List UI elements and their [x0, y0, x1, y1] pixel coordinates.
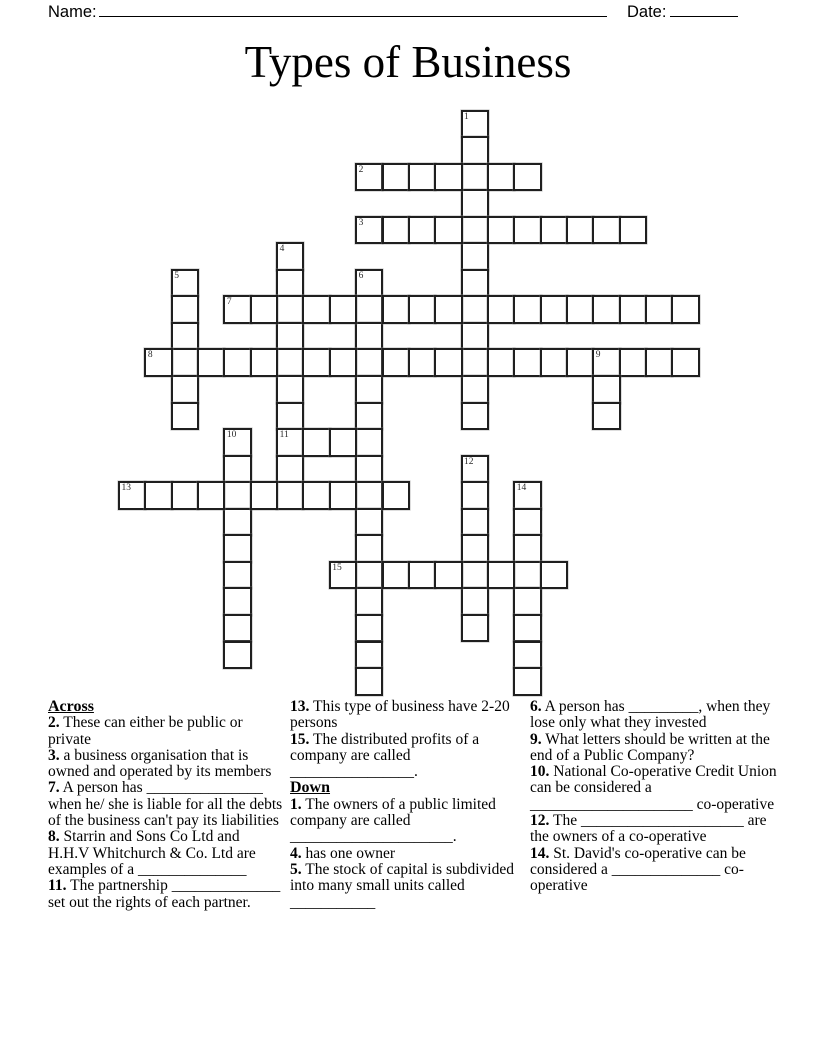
grid-cell[interactable]: [408, 348, 436, 377]
grid-cell[interactable]: [540, 295, 568, 324]
grid-cell[interactable]: [461, 402, 489, 431]
grid-cell[interactable]: [171, 295, 199, 324]
grid-cell[interactable]: [223, 508, 251, 537]
across-header: Across: [48, 698, 94, 715]
grid-cell[interactable]: [329, 348, 357, 377]
grid-cell[interactable]: [355, 348, 383, 377]
name-label: Name:: [48, 3, 97, 21]
grid-cell[interactable]: [223, 641, 251, 670]
grid-cell[interactable]: [461, 269, 489, 298]
grid-cell[interactable]: [171, 402, 199, 431]
cell-number: 7: [226, 297, 232, 308]
grid-cell[interactable]: [461, 216, 489, 245]
grid-cell[interactable]: [197, 481, 225, 510]
grid-cell[interactable]: [171, 481, 199, 510]
grid-cell[interactable]: [223, 481, 251, 510]
clue-4-down: 4. has one owner: [290, 844, 396, 862]
cell-number: 9: [595, 350, 601, 361]
grid-cell[interactable]: [566, 348, 594, 377]
date-label: Date:: [627, 3, 667, 21]
grid-cell[interactable]: [592, 375, 620, 404]
grid-cell[interactable]: [461, 348, 489, 377]
grid-cell[interactable]: [355, 614, 383, 643]
clue-column-left: [48, 699, 284, 911]
grid-cell[interactable]: [355, 322, 383, 351]
clue-column-middle: [290, 699, 524, 911]
grid-cell[interactable]: [144, 481, 172, 510]
cell-number: 3: [358, 217, 364, 228]
grid-cell[interactable]: [250, 481, 278, 510]
grid-cell[interactable]: [592, 402, 620, 431]
grid-cell[interactable]: [540, 561, 568, 590]
grid-cell[interactable]: [592, 348, 620, 377]
grid-cell[interactable]: [276, 375, 304, 404]
grid-cell[interactable]: [513, 561, 541, 590]
grid-cell[interactable]: [645, 295, 673, 324]
grid-cell[interactable]: [355, 295, 383, 324]
grid-cell[interactable]: [382, 295, 410, 324]
grid-cell[interactable]: [355, 481, 383, 510]
clue-15-across: 15. The distributed profits of a company are called ________________.: [290, 730, 480, 781]
grid-cell[interactable]: [355, 455, 383, 484]
grid-cell[interactable]: [487, 348, 515, 377]
cell-number: 12: [464, 456, 474, 467]
grid-cell[interactable]: [434, 216, 462, 245]
clue-12-down: 12. The _____________________ are the owners of a co-operative: [530, 812, 767, 846]
grid-cell[interactable]: [223, 295, 251, 324]
grid-cell[interactable]: [223, 455, 251, 484]
grid-cell[interactable]: [276, 348, 304, 377]
clue-5-down: 5. The stock of capital is subdivided into many small units called ___________: [290, 860, 514, 911]
grid-cell[interactable]: [118, 481, 146, 510]
grid-cell[interactable]: [461, 534, 489, 563]
grid-cell[interactable]: [355, 269, 383, 298]
grid-cell[interactable]: [566, 295, 594, 324]
grid-cell[interactable]: [619, 216, 647, 245]
grid-cell[interactable]: [408, 295, 436, 324]
grid-cell[interactable]: [513, 534, 541, 563]
clue-2-across: 2. These can either be public or private: [48, 714, 243, 748]
grid-cell[interactable]: [171, 322, 199, 351]
grid-cell[interactable]: [250, 348, 278, 377]
grid-cell[interactable]: [671, 348, 699, 377]
grid-cell[interactable]: [461, 242, 489, 271]
grid-cell[interactable]: [540, 348, 568, 377]
down-header: Down: [290, 779, 331, 797]
grid-cell[interactable]: [329, 481, 357, 510]
grid-cell[interactable]: [329, 295, 357, 324]
grid-cell[interactable]: [461, 481, 489, 510]
grid-cell[interactable]: [171, 269, 199, 298]
grid-cell[interactable]: [671, 295, 699, 324]
grid-cell[interactable]: [382, 163, 410, 192]
grid-cell[interactable]: [276, 269, 304, 298]
grid-cell[interactable]: [461, 136, 489, 165]
cell-number: 15: [332, 562, 342, 573]
cell-number: 1: [464, 111, 469, 122]
grid-cell[interactable]: [302, 348, 330, 377]
grid-cell[interactable]: [276, 455, 304, 484]
grid-cell[interactable]: [434, 348, 462, 377]
grid-cell[interactable]: [513, 481, 541, 510]
grid-cell[interactable]: [461, 163, 489, 192]
grid-cell[interactable]: [461, 322, 489, 351]
grid-cell[interactable]: [513, 641, 541, 670]
grid-cell[interactable]: [276, 402, 304, 431]
grid-cell[interactable]: [513, 667, 541, 696]
grid-cell[interactable]: [382, 481, 410, 510]
grid-cell[interactable]: [461, 110, 489, 139]
grid-cell[interactable]: [513, 163, 541, 192]
cell-number: 4: [279, 244, 285, 255]
grid-cell[interactable]: [302, 481, 330, 510]
grid-cell[interactable]: [171, 375, 199, 404]
grid-cell[interactable]: [645, 348, 673, 377]
grid-cell[interactable]: [513, 348, 541, 377]
cell-number: 11: [279, 430, 289, 441]
grid-cell[interactable]: [276, 295, 304, 324]
grid-cell[interactable]: [592, 295, 620, 324]
grid-cell[interactable]: [408, 561, 436, 590]
grid-cell[interactable]: [461, 508, 489, 537]
clue-8-across: 8. Starrin and Sons Co Ltd and H.H.V Whitchurch & Co. Ltd are examples of a ______________: [48, 828, 256, 878]
grid-cell[interactable]: [434, 163, 462, 192]
clue-7-across: 7. A person has _______________ when he/ she is liable for all the debts of the business can't pay its liabilities: [48, 779, 283, 830]
grid-cell[interactable]: [355, 216, 383, 245]
grid-cell[interactable]: [355, 534, 383, 563]
grid-cell[interactable]: [329, 561, 357, 590]
grid-cell[interactable]: [461, 375, 489, 404]
grid-cell[interactable]: [382, 216, 410, 245]
clue-10-down: 10. National Co-operative Credit Union can be considered a _____________________ co-operative: [530, 763, 777, 813]
grid-cell[interactable]: [619, 295, 647, 324]
clue-column-right: [530, 699, 780, 895]
grid-cell[interactable]: [223, 534, 251, 563]
grid-cell[interactable]: [434, 561, 462, 590]
cell-number: 2: [358, 164, 364, 175]
grid-cell[interactable]: [355, 428, 383, 457]
grid-cell[interactable]: [619, 348, 647, 377]
grid-cell[interactable]: [355, 508, 383, 537]
grid-cell[interactable]: [276, 242, 304, 271]
grid-cell[interactable]: [302, 295, 330, 324]
grid-cell[interactable]: [487, 561, 515, 590]
grid-cell[interactable]: [566, 216, 594, 245]
grid-cell[interactable]: [223, 587, 251, 616]
grid-cell[interactable]: [487, 295, 515, 324]
grid-cell[interactable]: [487, 216, 515, 245]
cell-number: 14: [516, 483, 527, 494]
grid-cell[interactable]: [276, 481, 304, 510]
grid-cell[interactable]: [461, 614, 489, 643]
grid-cell[interactable]: [223, 428, 251, 457]
page-title: Types of Business: [244, 37, 572, 87]
grid-cell[interactable]: [513, 614, 541, 643]
clue-3-across: 3. a business organisation that is owned and operated by its members: [48, 746, 272, 781]
grid-cell[interactable]: [355, 375, 383, 404]
grid-cell[interactable]: [408, 216, 436, 245]
grid-cell[interactable]: [355, 587, 383, 616]
grid-cell[interactable]: [461, 587, 489, 616]
grid-cell[interactable]: [487, 163, 515, 192]
cell-number: 8: [147, 350, 153, 361]
grid-cell[interactable]: [592, 216, 620, 245]
grid-cell[interactable]: [276, 428, 304, 457]
grid-cell[interactable]: [355, 667, 383, 696]
clue-11-across: 11. The partnership ______________ set out the rights of each partner.: [48, 877, 281, 911]
grid-cell[interactable]: [171, 348, 199, 377]
grid-cell[interactable]: [223, 614, 251, 643]
grid-cell[interactable]: [355, 163, 383, 192]
clue-6-down: 6. A person has _________, when they lose only what they invested: [530, 698, 771, 732]
grid-cell[interactable]: [355, 561, 383, 590]
grid-cell[interactable]: [355, 641, 383, 670]
grid-cell[interactable]: [461, 561, 489, 590]
grid-cell[interactable]: [276, 322, 304, 351]
clue-13-across: 13. This type of business have 2-20 persons: [290, 698, 510, 732]
grid-cell[interactable]: [197, 348, 225, 377]
grid-cell[interactable]: [329, 428, 357, 457]
grid-cell[interactable]: [355, 402, 383, 431]
grid-cell[interactable]: [461, 455, 489, 484]
clue-1-down: 1. The owners of a public limited company are called _____________________.: [290, 795, 496, 846]
grid-cell[interactable]: [513, 216, 541, 245]
grid-cell[interactable]: [513, 295, 541, 324]
grid-cell[interactable]: [408, 163, 436, 192]
cell-number: 10: [226, 430, 237, 441]
grid-cell[interactable]: [513, 508, 541, 537]
grid-cell[interactable]: [302, 428, 330, 457]
grid-cell[interactable]: [382, 561, 410, 590]
clue-9-down: 9. What letters should be written at the end of a Public Company?: [530, 730, 770, 764]
grid-cell[interactable]: [382, 348, 410, 377]
cell-number: 5: [174, 270, 179, 281]
grid-cell[interactable]: [223, 348, 251, 377]
grid-cell[interactable]: [250, 295, 278, 324]
grid-cell[interactable]: [540, 216, 568, 245]
cell-number: 13: [121, 483, 131, 494]
grid-cell[interactable]: [461, 189, 489, 218]
grid-cell[interactable]: [513, 587, 541, 616]
grid-cell[interactable]: [461, 295, 489, 324]
grid-cell[interactable]: [223, 561, 251, 590]
cell-number: 6: [358, 270, 364, 281]
clue-14-down: 14. St. David's co-operative can be considered a ______________ co-operative: [530, 844, 746, 895]
grid-cell[interactable]: [434, 295, 462, 324]
grid-cell[interactable]: [144, 348, 172, 377]
